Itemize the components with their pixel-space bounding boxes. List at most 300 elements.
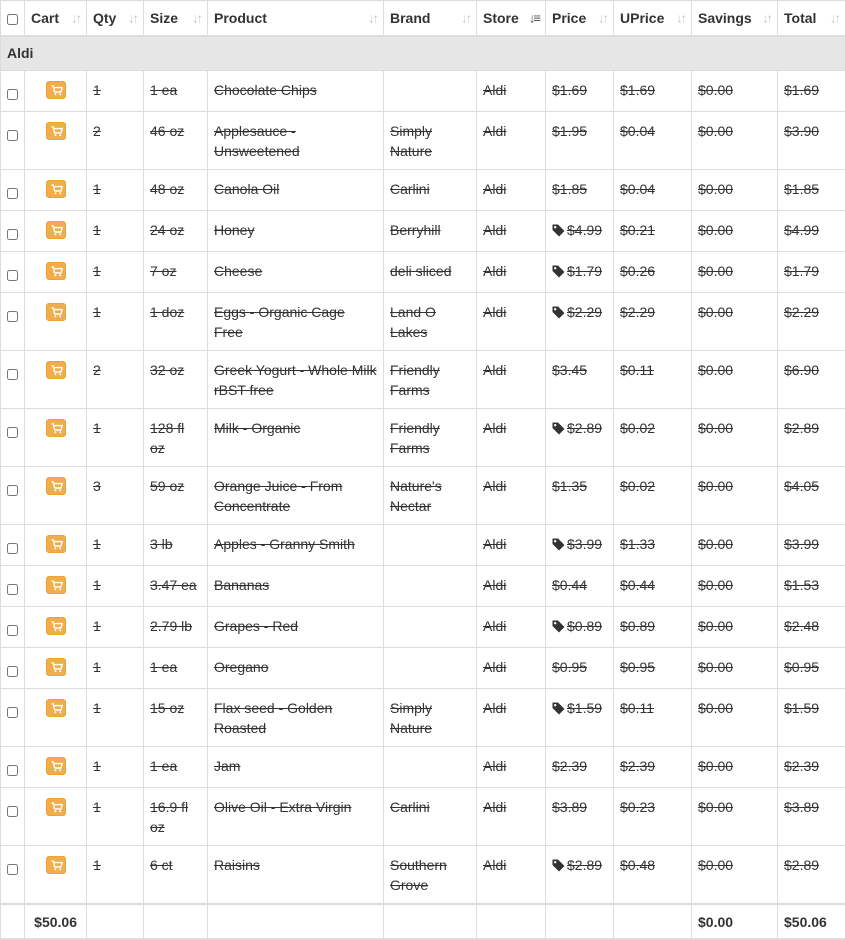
- price-cell: [546, 467, 614, 525]
- savings-value: $0.00: [698, 82, 733, 98]
- product-name: Orange Juice - From Concentrate: [214, 478, 342, 514]
- row-select-cell: [1, 566, 25, 607]
- price-tag-icon: [552, 857, 565, 877]
- savings-cell: [692, 211, 778, 252]
- totals-row: [1, 904, 845, 939]
- brand-cell: [384, 648, 477, 689]
- select-all-checkbox[interactable]: [7, 14, 18, 25]
- qty-cell: [87, 788, 144, 846]
- total-cell: [778, 747, 845, 788]
- size-value: 3.47 ea: [150, 577, 197, 593]
- table-row: [1, 252, 845, 293]
- unit-price-value: $1.33: [620, 536, 655, 552]
- price-value: $1.35: [552, 478, 587, 494]
- total-value: $3.90: [784, 123, 819, 139]
- product-name: Flax seed - Golden Roasted: [214, 700, 332, 736]
- product-cell: [208, 252, 384, 293]
- cart-cell: [25, 71, 87, 112]
- savings-value: $0.00: [698, 478, 733, 494]
- shopping-cart-icon: [51, 761, 63, 772]
- sort-arrows-icon[interactable]: ↓↑: [192, 10, 201, 25]
- unit-price-value: $0.95: [620, 659, 655, 675]
- add-to-cart-button[interactable]: [46, 757, 66, 775]
- select-all-cell: [1, 1, 25, 36]
- add-to-cart-button[interactable]: [46, 477, 66, 495]
- brand-name: Simply Nature: [390, 700, 432, 736]
- row-select-cell: [1, 211, 25, 252]
- row-checkbox[interactable]: [7, 543, 18, 554]
- qty-cell: [87, 648, 144, 689]
- table-row: [1, 788, 845, 846]
- col-header-label: Product: [214, 10, 267, 26]
- table-row: [1, 211, 845, 252]
- brand-cell: [384, 689, 477, 747]
- cart-cell: [25, 648, 87, 689]
- store-group-row: [1, 36, 845, 71]
- store-cell: [477, 689, 546, 747]
- add-to-cart-button[interactable]: [46, 856, 66, 874]
- store-cell: [477, 525, 546, 566]
- cart-cell: [25, 351, 87, 409]
- sort-arrows-icon[interactable]: ↓↑: [368, 10, 377, 25]
- footer-empty-cell: [144, 904, 208, 939]
- store-name: Aldi: [483, 799, 506, 815]
- size-cell: [144, 112, 208, 170]
- total-value: $4.05: [784, 478, 819, 494]
- table-row: [1, 525, 845, 566]
- unit-price-value: $0.02: [620, 420, 655, 436]
- shopping-cart-icon: [51, 802, 63, 813]
- unit-price-value: $0.04: [620, 181, 655, 197]
- store-cell: [477, 112, 546, 170]
- store-cell: [477, 607, 546, 648]
- sort-arrows-icon[interactable]: ↓↑: [762, 10, 771, 25]
- uprice-cell: [614, 525, 692, 566]
- size-cell: [144, 211, 208, 252]
- product-cell: [208, 525, 384, 566]
- row-select-cell: [1, 409, 25, 467]
- product-name: Eggs - Organic Cage Free: [214, 304, 345, 340]
- size-value: 1 doz: [150, 304, 184, 320]
- add-to-cart-button[interactable]: [46, 576, 66, 594]
- qty-value: 1: [93, 222, 101, 238]
- qty-cell: [87, 112, 144, 170]
- brand-cell: [384, 467, 477, 525]
- store-name: Aldi: [483, 82, 506, 98]
- store-cell: [477, 788, 546, 846]
- brand-name: Berryhill: [390, 222, 441, 238]
- sort-arrows-icon[interactable]: ↓↑: [830, 10, 839, 25]
- brand-name: Carlini: [390, 799, 430, 815]
- cart-cell: [25, 607, 87, 648]
- col-header-price[interactable]: [546, 1, 614, 36]
- product-name: Raisins: [214, 857, 260, 873]
- store-cell: [477, 846, 546, 905]
- uprice-cell: [614, 211, 692, 252]
- qty-value: 3: [93, 478, 101, 494]
- table-row: [1, 71, 845, 112]
- price-cell: [546, 566, 614, 607]
- brand-name: Nature's Nectar: [390, 478, 442, 514]
- savings-value: $0.00: [698, 123, 733, 139]
- brand-cell: [384, 211, 477, 252]
- size-cell: [144, 71, 208, 112]
- add-to-cart-button[interactable]: [46, 303, 66, 321]
- col-header-label: Savings: [698, 10, 752, 26]
- row-checkbox[interactable]: [7, 864, 18, 875]
- store-cell: [477, 467, 546, 525]
- price-cell: [546, 747, 614, 788]
- unit-price-value: $0.11: [620, 362, 654, 378]
- total-value: $1.85: [784, 181, 819, 197]
- shopping-cart-icon: [51, 307, 63, 318]
- product-cell: [208, 351, 384, 409]
- qty-cell: [87, 71, 144, 112]
- col-header-cart[interactable]: [25, 1, 87, 36]
- qty-cell: [87, 689, 144, 747]
- price-tag-icon: [552, 420, 565, 440]
- product-name: Olive Oil - Extra Virgin: [214, 799, 351, 815]
- row-checkbox[interactable]: [7, 229, 18, 240]
- size-value: 2.79 lb: [150, 618, 192, 634]
- product-name: Chocolate Chips: [214, 82, 317, 98]
- store-name: Aldi: [483, 123, 506, 139]
- price-value: $0.95: [552, 659, 587, 675]
- total-cell: [778, 351, 845, 409]
- savings-value: $0.00: [698, 263, 733, 279]
- price-value: $3.45: [552, 362, 587, 378]
- col-header-label: Price: [552, 10, 586, 26]
- price-cell: [546, 211, 614, 252]
- total-cell: [778, 689, 845, 747]
- size-cell: [144, 566, 208, 607]
- uprice-cell: [614, 747, 692, 788]
- size-value: 128 fl oz: [150, 420, 184, 456]
- row-checkbox[interactable]: [7, 311, 18, 322]
- product-name: Cheese: [214, 263, 262, 279]
- qty-cell: [87, 170, 144, 211]
- store-cell: [477, 170, 546, 211]
- unit-price-value: $0.11: [620, 700, 654, 716]
- qty-value: 2: [93, 123, 101, 139]
- add-to-cart-button[interactable]: [46, 798, 66, 816]
- cart-cell: [25, 566, 87, 607]
- row-checkbox[interactable]: [7, 707, 18, 718]
- row-select-cell: [1, 252, 25, 293]
- qty-cell: [87, 607, 144, 648]
- table-row: [1, 648, 845, 689]
- size-value: 3 lb: [150, 536, 173, 552]
- col-header-label: Brand: [390, 10, 430, 26]
- product-cell: [208, 566, 384, 607]
- uprice-cell: [614, 689, 692, 747]
- table-row: [1, 351, 845, 409]
- qty-value: 1: [93, 857, 101, 873]
- product-cell: [208, 170, 384, 211]
- add-to-cart-button[interactable]: [46, 658, 66, 676]
- qty-value: 1: [93, 618, 101, 634]
- add-to-cart-button[interactable]: [46, 262, 66, 280]
- product-name: Canola Oil: [214, 181, 279, 197]
- row-checkbox[interactable]: [7, 427, 18, 438]
- store-name: Aldi: [483, 420, 506, 436]
- cart-cell: [25, 467, 87, 525]
- savings-value: $0.00: [698, 222, 733, 238]
- brand-name: Carlini: [390, 181, 430, 197]
- cart-cell: [25, 112, 87, 170]
- shopping-cart-icon: [51, 85, 63, 96]
- cart-cell: [25, 788, 87, 846]
- row-select-cell: [1, 648, 25, 689]
- total-value: $2.48: [784, 618, 819, 634]
- price-value: $1.95: [552, 123, 587, 139]
- total-value: $1.59: [784, 700, 819, 716]
- price-cell: [546, 648, 614, 689]
- total-value: $2.29: [784, 304, 819, 320]
- price-cell: [546, 71, 614, 112]
- size-cell: [144, 648, 208, 689]
- uprice-cell: [614, 846, 692, 905]
- store-cell: [477, 211, 546, 252]
- unit-price-value: $0.44: [620, 577, 655, 593]
- col-header-brand[interactable]: [384, 1, 477, 36]
- price-tag-icon: [552, 222, 565, 242]
- shopping-cart-icon: [51, 126, 63, 137]
- row-select-cell: [1, 525, 25, 566]
- total-value: $3.89: [784, 799, 819, 815]
- row-checkbox[interactable]: [7, 666, 18, 677]
- price-value: $0.89: [567, 618, 602, 634]
- add-to-cart-button[interactable]: [46, 535, 66, 553]
- savings-value: $0.00: [698, 799, 733, 815]
- row-checkbox[interactable]: [7, 625, 18, 636]
- price-tag-icon: [552, 304, 565, 324]
- unit-price-value: $0.26: [620, 263, 655, 279]
- qty-value: 1: [93, 304, 101, 320]
- sort-arrows-icon[interactable]: ↓↑: [128, 10, 137, 25]
- row-select-cell: [1, 351, 25, 409]
- table-row: [1, 293, 845, 351]
- price-value: $3.99: [567, 536, 602, 552]
- price-value: $2.39: [552, 758, 587, 774]
- uprice-cell: [614, 112, 692, 170]
- size-cell: [144, 409, 208, 467]
- total-cell: [778, 525, 845, 566]
- col-header-uprice[interactable]: [614, 1, 692, 36]
- row-select-cell: [1, 607, 25, 648]
- brand-name: Friendly Farms: [390, 420, 440, 456]
- savings-cell: [692, 846, 778, 905]
- row-checkbox[interactable]: [7, 369, 18, 380]
- add-to-cart-button[interactable]: [46, 221, 66, 239]
- qty-cell: [87, 351, 144, 409]
- price-value: $3.89: [552, 799, 587, 815]
- size-cell: [144, 788, 208, 846]
- store-name: Aldi: [483, 659, 506, 675]
- savings-cell: [692, 788, 778, 846]
- cart-cell: [25, 846, 87, 905]
- table-row: [1, 689, 845, 747]
- savings-cell: [692, 351, 778, 409]
- product-name: Apples - Granny Smith: [214, 536, 355, 552]
- total-cell: [778, 112, 845, 170]
- row-checkbox[interactable]: [7, 130, 18, 141]
- savings-value: $0.00: [698, 758, 733, 774]
- savings-cell: [692, 409, 778, 467]
- header-row: [1, 1, 845, 36]
- savings-cell: [692, 112, 778, 170]
- savings-value: $0.00: [698, 181, 733, 197]
- total-value: $2.89: [784, 857, 819, 873]
- savings-value: $0.00: [698, 362, 733, 378]
- price-cell: [546, 846, 614, 905]
- table-row: [1, 170, 845, 211]
- size-cell: [144, 170, 208, 211]
- col-header-size[interactable]: [144, 1, 208, 36]
- store-name: Aldi: [483, 362, 506, 378]
- add-to-cart-button[interactable]: [46, 419, 66, 437]
- col-header-label: Total: [784, 10, 816, 26]
- uprice-cell: [614, 170, 692, 211]
- brand-cell: [384, 846, 477, 905]
- cart-total: $50.06: [25, 904, 87, 939]
- price-tag-icon: [552, 536, 565, 556]
- uprice-cell: [614, 467, 692, 525]
- total-value: $6.90: [784, 362, 819, 378]
- price-cell: [546, 689, 614, 747]
- product-name: Greek Yogurt - Whole Milk rBST free: [214, 362, 377, 398]
- unit-price-value: $0.21: [620, 222, 655, 238]
- savings-cell: [692, 170, 778, 211]
- store-name: Aldi: [483, 536, 506, 552]
- store-cell: [477, 648, 546, 689]
- brand-cell: [384, 566, 477, 607]
- row-select-cell: [1, 71, 25, 112]
- qty-value: 1: [93, 263, 101, 279]
- footer-empty-cell: [1, 904, 25, 939]
- add-to-cart-button[interactable]: [46, 617, 66, 635]
- product-cell: [208, 409, 384, 467]
- size-value: 1 ea: [150, 758, 177, 774]
- unit-price-value: $0.04: [620, 123, 655, 139]
- size-value: 46 oz: [150, 123, 184, 139]
- price-cell: [546, 252, 614, 293]
- add-to-cart-button[interactable]: [46, 180, 66, 198]
- row-checkbox[interactable]: [7, 270, 18, 281]
- col-header-qty[interactable]: [87, 1, 144, 36]
- price-value: $1.69: [552, 82, 587, 98]
- shopping-cart-icon: [51, 703, 63, 714]
- sort-ascending-icon[interactable]: ↓≡: [529, 10, 539, 25]
- total-cell: [778, 467, 845, 525]
- savings-total: $0.00: [692, 904, 778, 939]
- qty-value: 1: [93, 700, 101, 716]
- col-header-total[interactable]: [778, 1, 845, 36]
- row-checkbox[interactable]: [7, 806, 18, 817]
- row-checkbox[interactable]: [7, 89, 18, 100]
- table-row: [1, 846, 845, 905]
- price-cell: [546, 788, 614, 846]
- add-to-cart-button[interactable]: [46, 699, 66, 717]
- savings-cell: [692, 525, 778, 566]
- savings-value: $0.00: [698, 700, 733, 716]
- row-select-cell: [1, 689, 25, 747]
- size-value: 7 oz: [150, 263, 176, 279]
- sort-arrows-icon[interactable]: ↓↑: [598, 10, 607, 25]
- qty-value: 1: [93, 799, 101, 815]
- add-to-cart-button[interactable]: [46, 81, 66, 99]
- savings-cell: [692, 467, 778, 525]
- uprice-cell: [614, 788, 692, 846]
- size-value: 1 ea: [150, 659, 177, 675]
- size-value: 6 ct: [150, 857, 173, 873]
- add-to-cart-button[interactable]: [46, 361, 66, 379]
- shopping-cart-icon: [51, 365, 63, 376]
- qty-value: 2: [93, 362, 101, 378]
- qty-value: 1: [93, 758, 101, 774]
- col-header-label: Size: [150, 10, 178, 26]
- row-select-cell: [1, 846, 25, 905]
- size-cell: [144, 607, 208, 648]
- cart-cell: [25, 689, 87, 747]
- sort-arrows-icon[interactable]: ↓↑: [676, 10, 685, 25]
- row-checkbox[interactable]: [7, 765, 18, 776]
- col-header-savings[interactable]: [692, 1, 778, 36]
- col-header-product[interactable]: [208, 1, 384, 36]
- total-cell: [778, 409, 845, 467]
- product-name: Milk - Organic: [214, 420, 300, 436]
- shopping-cart-icon: [51, 423, 63, 434]
- size-cell: [144, 252, 208, 293]
- brand-name: deli sliced: [390, 263, 451, 279]
- size-value: 48 oz: [150, 181, 184, 197]
- price-cell: [546, 607, 614, 648]
- size-cell: [144, 293, 208, 351]
- footer-empty-cell: [208, 904, 384, 939]
- product-name: Honey: [214, 222, 254, 238]
- col-header-store[interactable]: [477, 1, 546, 36]
- store-cell: [477, 71, 546, 112]
- price-cell: [546, 170, 614, 211]
- brand-name: Friendly Farms: [390, 362, 440, 398]
- col-header-label: Cart: [31, 10, 59, 26]
- size-cell: [144, 525, 208, 566]
- savings-value: $0.00: [698, 618, 733, 634]
- sort-arrows-icon[interactable]: ↓↑: [71, 10, 80, 25]
- savings-value: $0.00: [698, 577, 733, 593]
- sort-arrows-icon[interactable]: ↓↑: [461, 10, 470, 25]
- add-to-cart-button[interactable]: [46, 122, 66, 140]
- footer-empty-cell: [477, 904, 546, 939]
- qty-value: 1: [93, 577, 101, 593]
- total-cell: [778, 788, 845, 846]
- price-value: $1.59: [567, 700, 602, 716]
- total-value: $0.95: [784, 659, 819, 675]
- qty-cell: [87, 467, 144, 525]
- qty-cell: [87, 293, 144, 351]
- product-name: Jam: [214, 758, 240, 774]
- qty-value: 1: [93, 181, 101, 197]
- row-checkbox[interactable]: [7, 584, 18, 595]
- row-checkbox[interactable]: [7, 485, 18, 496]
- uprice-cell: [614, 607, 692, 648]
- qty-cell: [87, 252, 144, 293]
- col-header-label: Qty: [93, 10, 116, 26]
- grand-total: $50.06: [778, 904, 845, 939]
- product-name: Oregano: [214, 659, 268, 675]
- size-value: 15 oz: [150, 700, 184, 716]
- row-checkbox[interactable]: [7, 188, 18, 199]
